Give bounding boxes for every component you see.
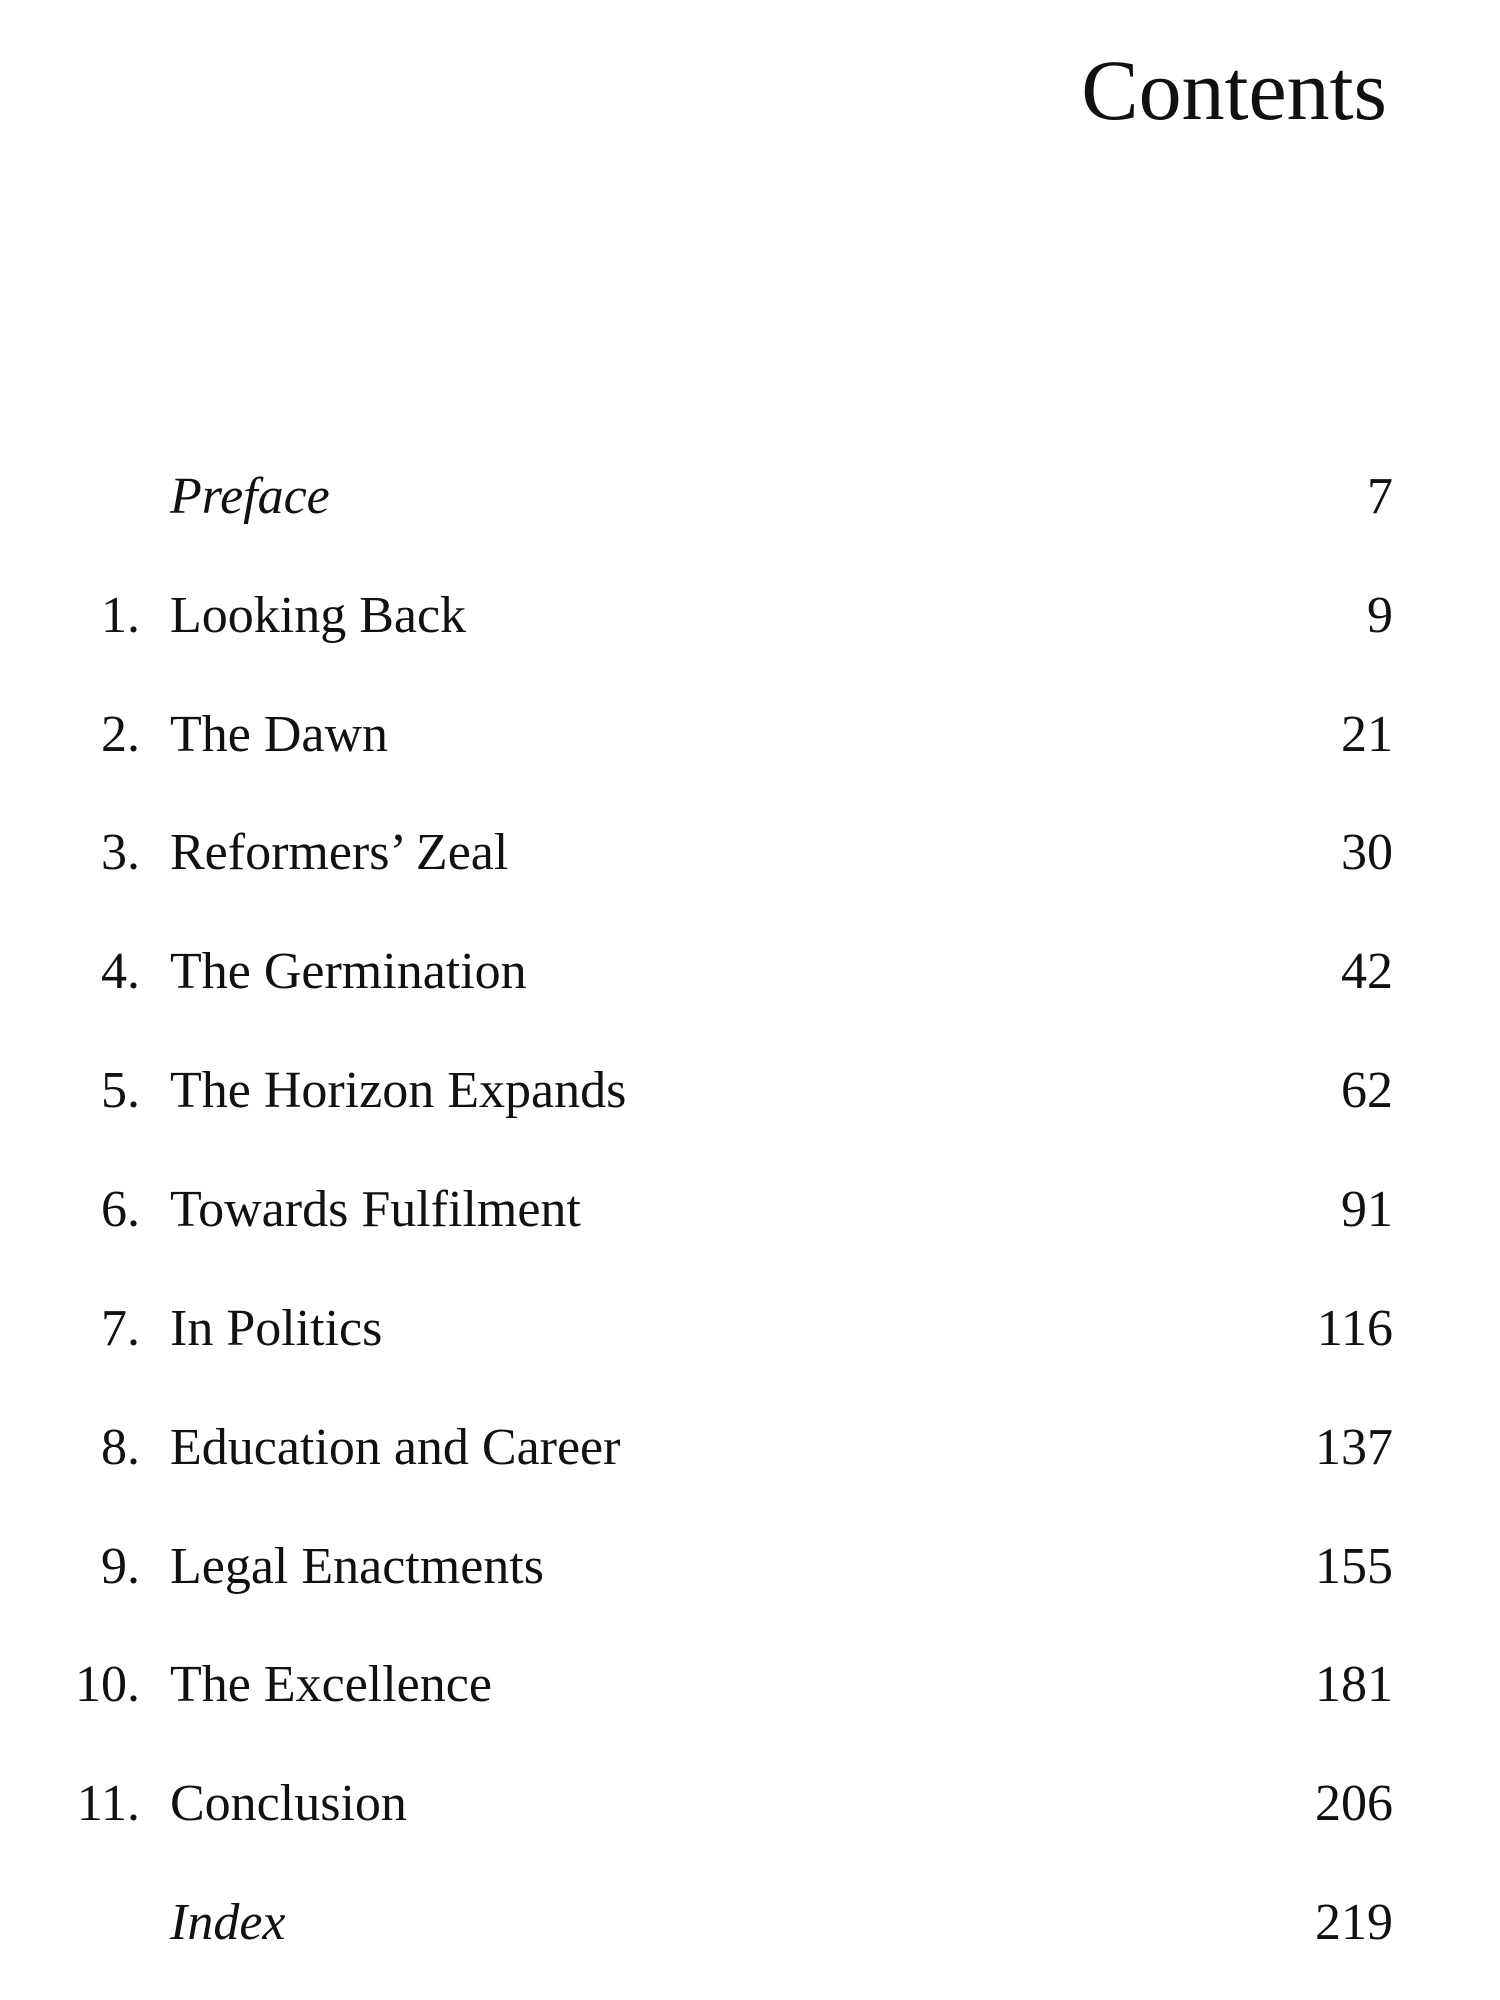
entry-number: 2. <box>101 706 140 763</box>
entry-number: 1. <box>101 587 140 644</box>
entry-number: 3. <box>101 824 140 881</box>
entry-page-number: 219 <box>1315 1894 1393 1951</box>
entry-title: The Horizon Expands <box>170 1062 627 1119</box>
entry-title: Looking Back <box>170 587 467 644</box>
entry-number: 4. <box>101 943 140 1000</box>
entry-title: The Germination <box>170 943 527 1000</box>
toc-entry-chapter-8[interactable] <box>0 1408 1500 1488</box>
toc-entry-chapter-1[interactable] <box>0 576 1500 656</box>
entry-page-number: 21 <box>1341 706 1393 763</box>
entry-number: 10. <box>75 1656 140 1713</box>
entry-title: Preface <box>170 468 330 525</box>
toc-entry-index[interactable] <box>0 1883 1500 1963</box>
entry-page-number: 62 <box>1341 1062 1393 1119</box>
entry-page-number: 91 <box>1341 1181 1393 1238</box>
entry-number: 6. <box>101 1181 140 1238</box>
entry-page-number: 42 <box>1341 943 1393 1000</box>
toc-entry-chapter-2[interactable] <box>0 695 1500 775</box>
entry-page-number: 155 <box>1315 1538 1393 1595</box>
entry-number: 9. <box>101 1538 140 1595</box>
entry-title: The Excellence <box>170 1656 492 1713</box>
entry-number: 7. <box>101 1300 140 1357</box>
entry-number: 8. <box>101 1419 140 1476</box>
toc-entry-chapter-11[interactable] <box>0 1764 1500 1844</box>
toc-entry-chapter-3[interactable] <box>0 813 1500 893</box>
entry-title: Conclusion <box>170 1775 407 1832</box>
toc-entry-chapter-5[interactable] <box>0 1051 1500 1131</box>
entry-title: Index <box>170 1894 286 1951</box>
entry-title: Reformers’ Zeal <box>170 824 509 881</box>
entry-page-number: 181 <box>1315 1656 1393 1713</box>
entry-number: 5. <box>101 1062 140 1119</box>
entry-title: Education and Career <box>170 1419 621 1476</box>
entry-title: The Dawn <box>170 706 389 763</box>
entry-page-number: 206 <box>1315 1775 1393 1832</box>
entry-page-number: 9 <box>1367 587 1393 644</box>
entry-title: In Politics <box>170 1300 383 1357</box>
entry-number: 11. <box>76 1775 140 1832</box>
entry-page-number: 7 <box>1367 468 1393 525</box>
entry-title: Towards Fulfilment <box>170 1181 581 1238</box>
entry-page-number: 116 <box>1316 1300 1393 1357</box>
page-title: Contents <box>1081 42 1387 138</box>
entry-page-number: 30 <box>1341 824 1393 881</box>
toc-entry-chapter-7[interactable] <box>0 1289 1500 1369</box>
toc-entry-chapter-9[interactable] <box>0 1527 1500 1607</box>
toc-entry-chapter-4[interactable] <box>0 932 1500 1012</box>
toc-entry-chapter-10[interactable] <box>0 1645 1500 1725</box>
entry-title: Legal Enactments <box>170 1538 544 1595</box>
entry-page-number: 137 <box>1315 1419 1393 1476</box>
toc-entry-chapter-6[interactable] <box>0 1170 1500 1250</box>
toc-entry-preface[interactable] <box>0 457 1500 537</box>
